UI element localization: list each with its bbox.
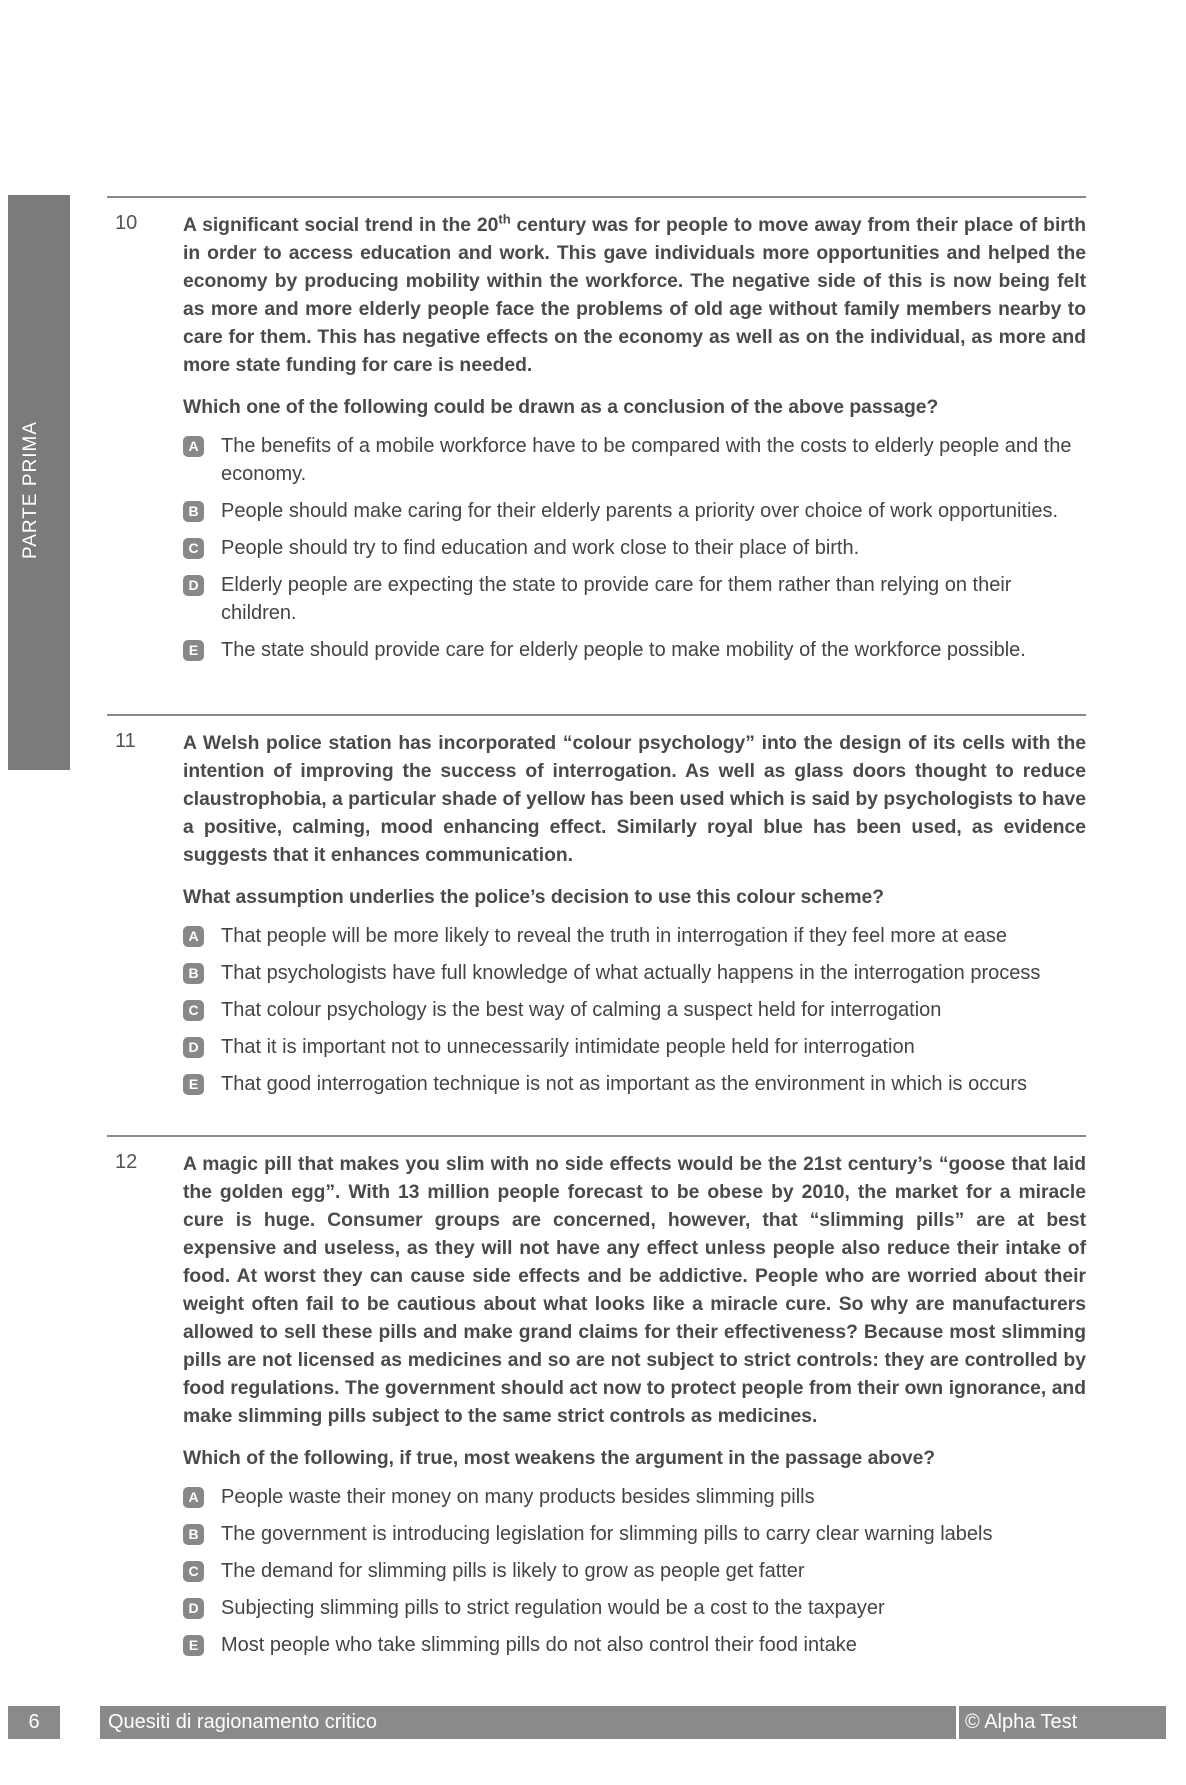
answer-options [183, 922, 1086, 1098]
answer-option-b[interactable] [183, 959, 1086, 987]
option-letter-badge: D [183, 1598, 204, 1619]
option-text: Elderly people are expecting the state to provide care for them rather than relying on their children. [221, 574, 1012, 624]
option-text: Subjecting slimming pills to strict regulation would be a cost to the taxpayer [221, 1597, 885, 1619]
option-letter-badge: B [183, 501, 204, 522]
answer-option-c[interactable] [183, 534, 1086, 562]
footer-credit: © Alpha Test [956, 1706, 1077, 1739]
answer-option-a[interactable] [183, 1483, 1086, 1511]
side-tab-label: PARTE PRIMA [20, 420, 41, 560]
passage-text: century was for people to move away from their place of birth in order to access education and work. This gave individuals more opportunities and helped the economy by producing mobility within the workforce. The negative side of this is now being felt as more and more elderly people face the problems of old age without family members nearby to care for them. This has negative effects on the economy as well as on the individual, as more and more state funding for care is needed. [183, 215, 1086, 376]
option-text: That colour psychology is the best way of calming a suspect held for interrogation [221, 999, 942, 1021]
answer-option-e[interactable] [183, 636, 1086, 664]
option-letter-badge: A [183, 436, 204, 457]
answer-option-d[interactable] [183, 1594, 1086, 1622]
option-text: Most people who take slimming pills do not also control their food intake [221, 1634, 857, 1656]
option-letter-badge: B [183, 963, 204, 984]
question-prompt: Which of the following, if true, most weakens the argument in the passage above? [183, 1448, 936, 1469]
passage-text: A significant social trend in the 20 [183, 215, 499, 236]
question-number: 12 [115, 1151, 138, 1173]
question-number: 11 [115, 730, 136, 752]
option-letter-badge: C [183, 1561, 204, 1582]
question-number: 10 [115, 212, 138, 234]
answer-options [183, 432, 1086, 664]
answer-option-b[interactable] [183, 497, 1086, 525]
question-passage [183, 212, 1086, 380]
option-text: The government is introducing legislation for slimming pills to carry clear warning labels [221, 1523, 993, 1545]
answer-option-a[interactable] [183, 922, 1086, 950]
option-text: That psychologists have full knowledge of what actually happens in the interrogation process [221, 962, 1041, 984]
option-text: People should try to find education and work close to their place of birth. [221, 537, 860, 559]
option-text: That people will be more likely to reveal the truth in interrogation if they feel more at ease [221, 925, 1007, 947]
option-text: People should make caring for their elderly parents a priority over choice of work opportunities. [221, 500, 1059, 522]
answer-option-b[interactable] [183, 1520, 1086, 1548]
question-passage: A magic pill that makes you slim with no side effects would be the 21st century’s “goose that laid the golden egg”. With 13 million people forecast to be obese by 2010, the market for a miracle cure is huge. Consumer groups are concerned, however, that “slimming pills” are at best expensive and useless, as they will not have any effect unless people also reduce their intake of food. At worst they can cause side effects and be addictive. People who are worried about their weight often fail to be cautious about what looks like a miracle cure. So why are manufacturers allowed to sell these pills and make grand claims for their effectiveness? Because most slimming pills are not licensed as medicines and so are not subject to strict controls: they are controlled by food regulations. The government should act now to protect people from their own ignorance, and make slimming pills subject to the same strict controls as medicines. [183, 1154, 1086, 1427]
question-10 [107, 196, 1086, 673]
passage-superscript: th [498, 211, 511, 227]
option-letter-badge: A [183, 926, 204, 947]
option-letter-badge: B [183, 1524, 204, 1545]
question-prompt: What assumption underlies the police’s decision to use this colour scheme? [183, 887, 885, 908]
question-prompt: Which one of the following could be drawn as a conclusion of the above passage? [183, 397, 939, 418]
question-11 [107, 714, 1086, 1107]
question-passage: A Welsh police station has incorporated “colour psychology” into the design of its cells with the intention of improving the success of interrogation. As well as glass doors thought to reduce claustrophobia, a particular shade of yellow has been used which is said by psychologists to have a positive, calming, mood enhancing effect. Similarly royal blue has been used, as evidence suggests that it enhances communication. [183, 733, 1086, 866]
question-12 [107, 1135, 1086, 1668]
option-text: The benefits of a mobile workforce have to be compared with the costs to elderly people and the economy. [221, 435, 1072, 485]
page-number: 6 [8, 1706, 60, 1739]
option-letter-badge: C [183, 538, 204, 559]
answer-options [183, 1483, 1086, 1659]
answer-option-a[interactable] [183, 432, 1086, 488]
answer-option-d[interactable] [183, 571, 1086, 627]
answer-option-e[interactable] [183, 1070, 1086, 1098]
answer-option-c[interactable] [183, 1557, 1086, 1585]
answer-option-d[interactable] [183, 1033, 1086, 1061]
option-text: People waste their money on many products besides slimming pills [221, 1486, 815, 1508]
answer-option-e[interactable] [183, 1631, 1086, 1659]
option-text: The state should provide care for elderly people to make mobility of the workforce possible. [221, 639, 1026, 661]
option-letter-badge: E [183, 640, 204, 661]
option-letter-badge: A [183, 1487, 204, 1508]
option-letter-badge: E [183, 1635, 204, 1656]
answer-option-c[interactable] [183, 996, 1086, 1024]
option-letter-badge: D [183, 1037, 204, 1058]
option-text: That it is important not to unnecessarily intimidate people held for interrogation [221, 1036, 915, 1058]
option-letter-badge: D [183, 575, 204, 596]
option-text: The demand for slimming pills is likely to grow as people get fatter [221, 1560, 805, 1582]
option-letter-badge: C [183, 1000, 204, 1021]
option-letter-badge: E [183, 1074, 204, 1095]
option-text: That good interrogation technique is not as important as the environment in which is occurs [221, 1073, 1027, 1095]
footer-section-title: Quesiti di ragionamento critico [108, 1711, 378, 1733]
